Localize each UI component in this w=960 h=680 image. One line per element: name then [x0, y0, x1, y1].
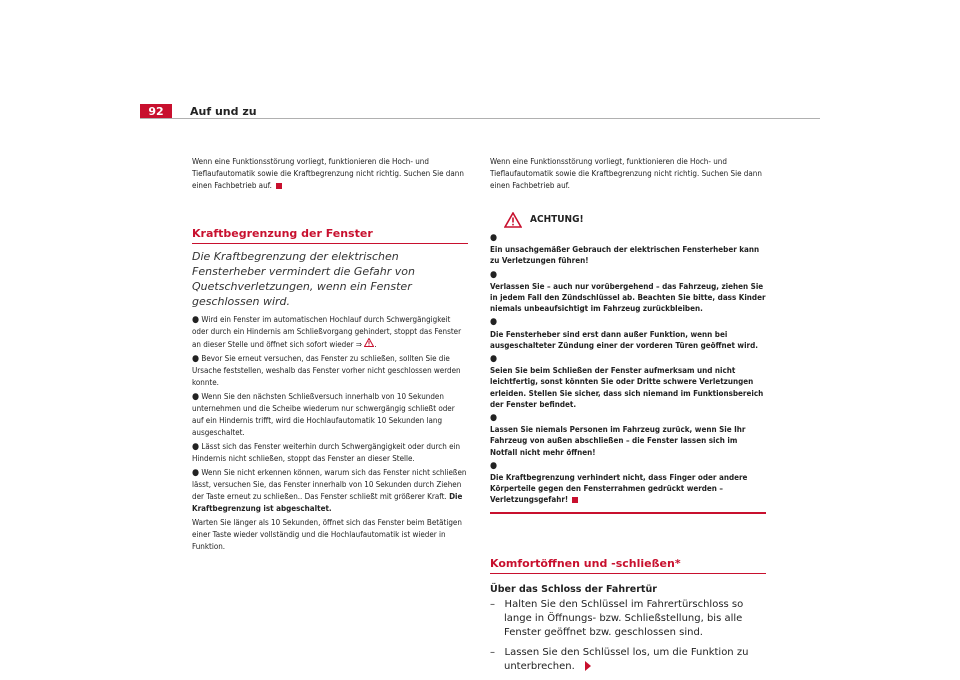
section-title-komfort: Komfortöffnen und -schließen*	[490, 558, 766, 574]
warning-item: ● Ein unsachgemäßer Gebrauch der elektrischen Fensterheber kann zu Verletzungen führen!	[490, 233, 760, 266]
warning-header	[490, 212, 766, 228]
warning-title: ACHTUNG!	[530, 214, 584, 225]
bullet-icon: ●	[192, 315, 200, 325]
warning-item: ● Die Kraftbegrenzung verhindert nicht, dass Finger oder andere Körperteile gegen den Fensterrahmen gedrückt werden – Verletzungsgefahr!	[490, 460, 748, 505]
warning-item: ● Lassen Sie niemals Personen im Fahrzeug zurück, wenn Sie Ihr Fahrzeug von außen abschließen – die Fenster lassen sich im Notfall nicht mehr öffnen!	[490, 413, 746, 457]
warning-triangle-icon	[504, 212, 522, 228]
page-number: 92	[140, 104, 172, 119]
bullet-icon: ●	[490, 354, 498, 365]
bullet-icon: ●	[192, 442, 200, 452]
continue-arrow-icon	[585, 661, 591, 671]
section-intro: Die Kraftbegrenzung der elektrischen Fensterheber vermindert die Gefahr von Quetschverletzungen, wenn ein Fenster geschlossen wird.	[192, 250, 415, 308]
left-column	[192, 156, 468, 557]
bullet-icon: ●	[192, 354, 200, 364]
warning-item: ● Verlassen Sie – auch nur vorübergehend – das Fahrzeug, ziehen Sie in jedem Fall den Zündschlüssel ab. Beachten Sie bitte, dass Kinder niemals unbeaufsichtigt im Fahrzeug zurückbleiben.	[490, 269, 766, 314]
warning-box	[490, 212, 766, 514]
intro-paragraph: Wenn eine Funktionsstörung vorliegt, funktionieren die Hoch- und Tieflaufautomatik sowie die Kraftbegrenzung nicht richtig. Suchen Sie dann einen Fachbetrieb auf.	[490, 157, 762, 190]
bullet-icon: ●	[490, 317, 498, 328]
right-column	[490, 156, 766, 680]
bullet-icon: ●	[490, 269, 498, 280]
bullet-icon: ●	[192, 392, 200, 402]
warning-triangle-icon	[364, 338, 374, 347]
list-item: ● Wenn Sie den nächsten Schließversuch innerhalb von 10 Sekunden unternehmen und die Scheibe wiederum nur schwergängig schließt oder auf ein Hindernis trifft, wird die Hochlaufautomatik 10 Sekunden lang ausgeschaltet.	[192, 392, 455, 437]
warning-item: ● Die Fensterheber sind erst dann außer Funktion, wenn bei ausgeschalteter Zündung einer der vorderen Türen geöffnet wird.	[490, 317, 758, 350]
list-item: ● Wenn Sie nicht erkennen können, warum sich das Fenster nicht schließen lässt, versuchen Sie, das Fenster innerhalb von 10 Sekunden durch Ziehen der Taste erneut zu schließen.. Das Fenster schließt mit größerer Kraft. Die Kraftbegrenzung ist abgeschaltet.	[192, 468, 467, 513]
end-marker-icon	[276, 183, 282, 189]
chapter-title: Auf und zu	[190, 105, 257, 118]
warning-item: ● Seien Sie beim Schließen der Fenster aufmerksam und nicht leichtfertig, sonst könnten Sie oder Dritte schwere Verletzungen erleiden. Stellen Sie sicher, dass sich niemand im Funktionsbereich der Fenster befindet.	[490, 354, 764, 409]
list-item: ● Lässt sich das Fenster weiterhin durch Schwergängigkeit oder durch ein Hindernis nicht schließen, stoppt das Fenster an dieser Stelle.	[192, 442, 461, 463]
list-item: ● Bevor Sie erneut versuchen, das Fenster zu schließen, sollten Sie die Ursache feststellen, weshalb das Fenster vorher nicht geschlossen werden konnte.	[192, 354, 461, 387]
section-title-kraftbegrenzung: Kraftbegrenzung der Fenster	[192, 228, 468, 244]
bullet-icon: ●	[490, 460, 498, 471]
end-marker-icon	[572, 497, 578, 503]
subheading: Über das Schloss der Fahrertür	[490, 583, 657, 595]
step-item: – Halten Sie den Schlüssel im Fahrertürschloss so lange in Öffnungs- bzw. Schließstellung, bis alle Fenster geöffnet bzw. geschlossen sind.	[490, 598, 744, 638]
closing-paragraph: Warten Sie länger als 10 Sekunden, öffnet sich das Fenster beim Betätigen einer Taste wieder vollständig und die Hochlaufautomatik ist wieder in Funktion.	[192, 518, 462, 551]
intro-paragraph: Wenn eine Funktionsstörung vorliegt, funktionieren die Hoch- und Tieflaufautomatik sowie die Kraftbegrenzung nicht richtig. Suchen Sie dann einen Fachbetrieb auf.	[192, 157, 464, 190]
list-item: ● Wird ein Fenster im automatischen Hochlauf durch Schwergängigkeit oder durch ein Hindernis am Schließvorgang gehindert, stoppt das Fenster an dieser Stelle und öffnet sich sofort wieder ⇒ .	[192, 315, 462, 349]
bullet-icon: ●	[192, 468, 200, 478]
bullet-icon: ●	[490, 233, 498, 243]
header-divider	[140, 118, 820, 119]
step-item: – Lassen Sie den Schlüssel los, um die Funktion zu unterbrechen.	[490, 646, 749, 672]
bullet-icon: ●	[490, 413, 498, 424]
